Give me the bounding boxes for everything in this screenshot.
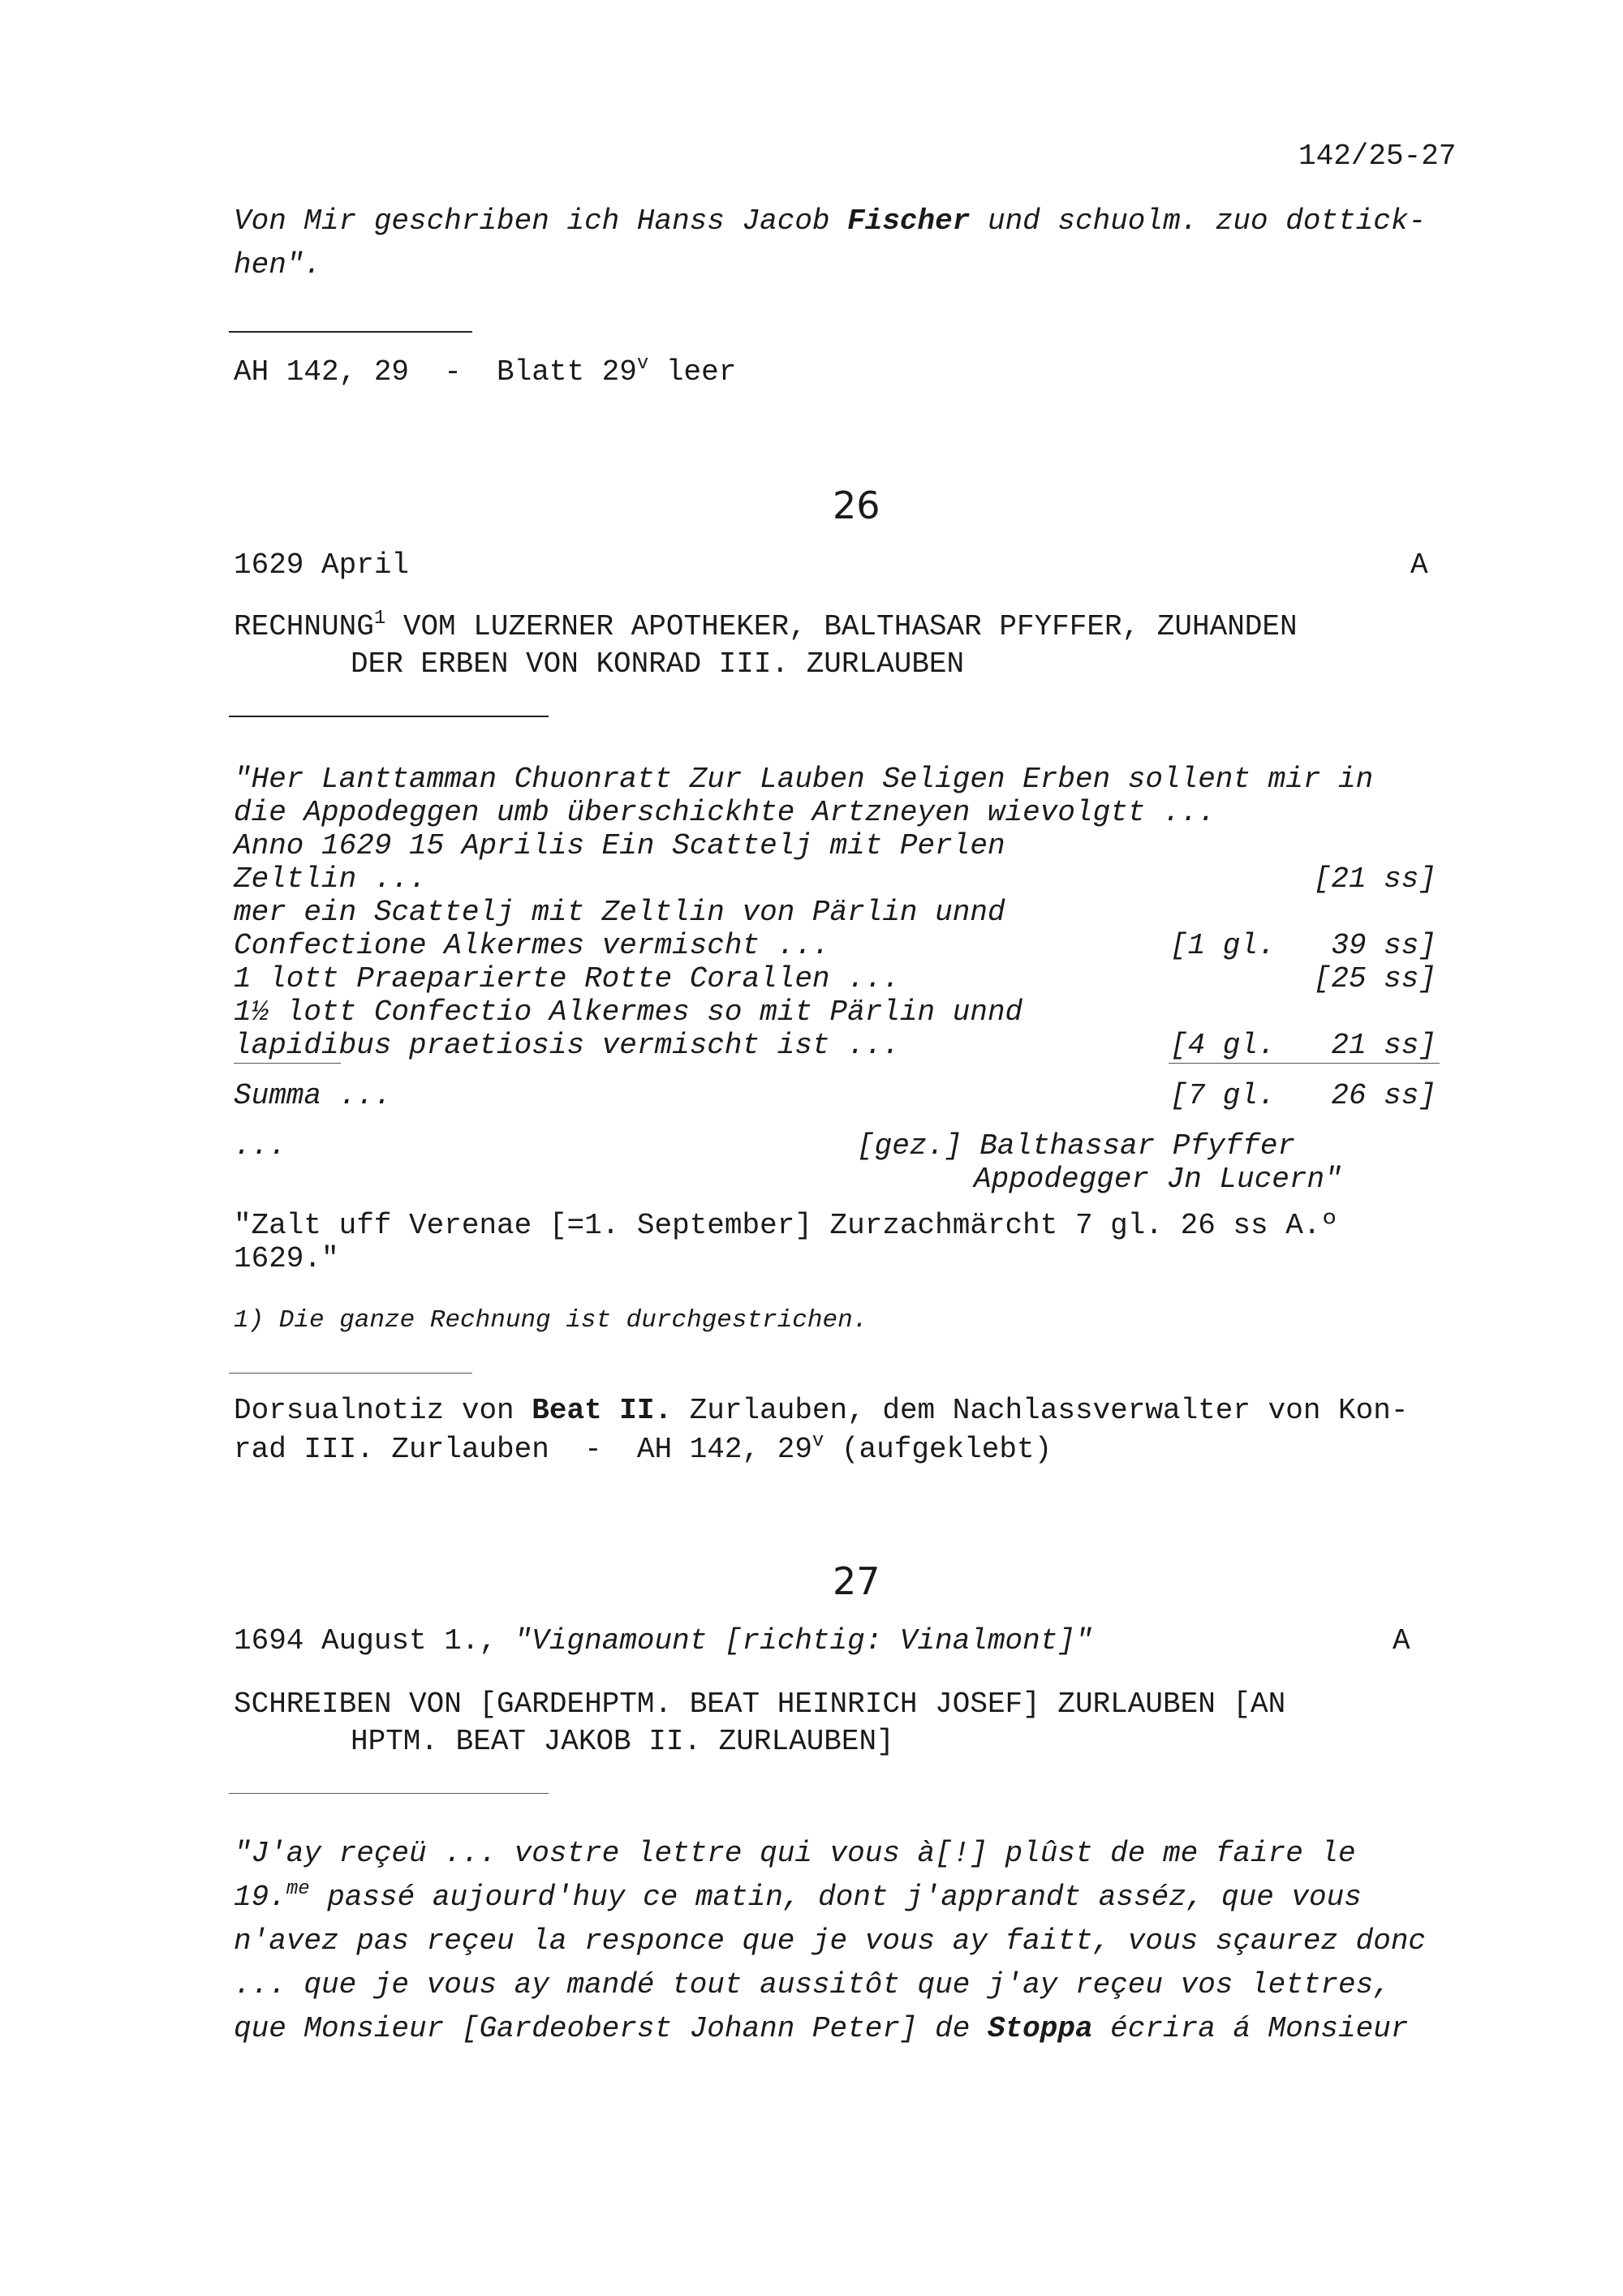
- doc27-line5-rest: écrira á Monsieur: [1092, 2012, 1409, 2045]
- source-note-tail: leer: [648, 355, 737, 389]
- signature-line-2: Appodegger Jn Lucern": [974, 1163, 1342, 1196]
- doc26-body-line-3: Anno 1629 15 Aprilis Ein Scattelj mit Perlen: [234, 829, 1005, 862]
- doc27-date-text: 1694 August 1.,: [234, 1624, 514, 1658]
- bill-item-1-ss: [21 ss]: [1313, 862, 1436, 896]
- bill-item-3-gl: [1 gl.: [1170, 929, 1276, 962]
- closing-text-start: Von Mir geschriben ich Hanss Jacob: [234, 204, 848, 238]
- previous-document-closing-line: [234, 204, 1426, 238]
- doc27-date: [234, 1624, 1093, 1658]
- sum-underline-right: [1169, 1063, 1440, 1064]
- doc26-body-line-1: "Her Lanttamman Chuonratt Zur Lauben Seligen Erben sollent mir in: [234, 763, 1374, 796]
- dorsal-line2-tail: (aufgeklebt): [824, 1433, 1053, 1466]
- doc26-title-line2: DER ERBEN VON KONRAD III. ZURLAUBEN: [351, 647, 965, 681]
- footnote-separator: [229, 1373, 472, 1374]
- closing-text-name: Fischer: [847, 204, 971, 238]
- bill-item-3: Confectione Alkermes vermischt ...: [234, 929, 830, 962]
- doc26-date: 1629 April: [234, 548, 410, 582]
- document-number-26: 26: [833, 484, 880, 527]
- doc26-title-rest: VOM LUZERNER APOTHEKER, BALTHASAR PFYFFER, ZUHANDEN: [385, 610, 1298, 643]
- bill-item-2: mer ein Scattelj mit Zeltlin von Pärlin unnd: [234, 896, 1005, 929]
- doc27-date-sup: me: [286, 1878, 310, 1900]
- doc27-title-line1: SCHREIBEN VON [GARDEHPTM. BEAT HEINRICH JOSEF] ZURLAUBEN [AN: [234, 1688, 1286, 1721]
- payment-note-line-2: 1629.": [234, 1242, 339, 1275]
- doc26-title-start: RECHNUNG: [234, 610, 374, 643]
- bill-item-3-ss: 39 ss]: [1331, 929, 1436, 962]
- doc27-body-line-1: "J'ay reçeü ... vostre lettre qui vous à[!] plûst de me faire le: [234, 1837, 1356, 1870]
- previous-source-note: [234, 355, 736, 389]
- doc26-type: A: [1410, 548, 1428, 582]
- dorsal-text-start: Dorsualnotiz von: [234, 1394, 532, 1427]
- source-note-sup: v: [636, 353, 649, 375]
- signature-line-1: [gez.] Balthassar Pfyffer: [857, 1129, 1296, 1163]
- bill-item-1: Zeltlin ...: [234, 862, 427, 896]
- bill-summa-gl: [7 gl.: [1170, 1079, 1276, 1112]
- doc27-line5-name: Stoppa: [987, 2012, 1093, 2045]
- separator-rule: [229, 1793, 549, 1794]
- dorsal-text-rest: Zurlauben, dem Nachlassverwalter von Kon-: [672, 1394, 1409, 1427]
- doc27-type: A: [1393, 1624, 1410, 1658]
- dorsal-line2-sup: v: [812, 1430, 824, 1452]
- doc26-footnote: 1) Die ganze Rechnung ist durchgestrichen.: [234, 1306, 868, 1335]
- separator-rule: [229, 331, 472, 333]
- document-number-27: 27: [833, 1559, 880, 1603]
- dorsal-line2-text: rad III. Zurlauben - AH 142, 29: [234, 1433, 812, 1466]
- bill-item-4: 1 lott Praeparierte Rotte Corallen ...: [234, 962, 900, 995]
- bill-summa-label: Summa ...: [234, 1079, 392, 1112]
- separator-rule: [229, 716, 549, 717]
- doc27-body-line-2: [234, 1878, 1362, 1914]
- doc26-body-line-2: die Appodeggen umb überschickhte Artzneyen wievolgtt ...: [234, 796, 1216, 829]
- bill-item-6: lapidibus praetiosis vermischt ist ...: [234, 1029, 900, 1062]
- doc27-body-line-4: ... que je vous ay mandé tout aussitôt que j'ay reçeu vos lettres,: [234, 1968, 1391, 2001]
- doc27-title-line2: HPTM. BEAT JAKOB II. ZURLAUBEN]: [351, 1725, 894, 1758]
- bill-item-5: 1½ lott Confectio Alkermes so mit Pärlin unnd: [234, 995, 1023, 1029]
- dorsal-note-line-1: [234, 1394, 1408, 1427]
- doc27-body-line-3: n'avez pas reçeu la responce que je vous ay faitt, vous sçaurez donc: [234, 1924, 1427, 1958]
- bill-summa-ss: 26 ss]: [1331, 1079, 1436, 1112]
- doc27-body-line-5: [234, 2012, 1408, 2045]
- doc26-title-line1: [234, 610, 1298, 643]
- source-note-text: AH 142, 29 - Blatt 29: [234, 355, 637, 389]
- dorsal-note-line-2: [234, 1430, 1053, 1466]
- doc27-line2-rest: passé aujourd'huy ce matin, dont j'apprandt asséz, que vous: [309, 1881, 1362, 1914]
- page-reference: 142/25-27: [1298, 140, 1457, 173]
- closing-text-end: und schuolm. zuo dottick-: [970, 204, 1427, 238]
- doc27-line5-start: que Monsieur [Gardeoberst Johann Peter] de: [234, 2012, 988, 2045]
- dorsal-text-name: Beat II.: [532, 1394, 673, 1427]
- payment-note-line-1: "Zalt uff Verenae [=1. September] Zurzachmärcht 7 gl. 26 ss A.º: [234, 1209, 1339, 1242]
- bill-item-6-gl: [4 gl.: [1170, 1029, 1276, 1062]
- doc27-date-number: 19.: [234, 1881, 286, 1914]
- sum-underline-left: [234, 1063, 341, 1064]
- bill-item-6-ss: 21 ss]: [1331, 1029, 1436, 1062]
- bill-item-4-ss: [25 ss]: [1313, 962, 1436, 995]
- doc26-footnote-marker: 1: [373, 608, 386, 630]
- signature-ellipsis: ...: [234, 1129, 286, 1163]
- doc27-place: "Vignamount [richtig: Vinalmont]": [514, 1624, 1093, 1658]
- previous-document-closing-line-2: hen".: [234, 248, 322, 282]
